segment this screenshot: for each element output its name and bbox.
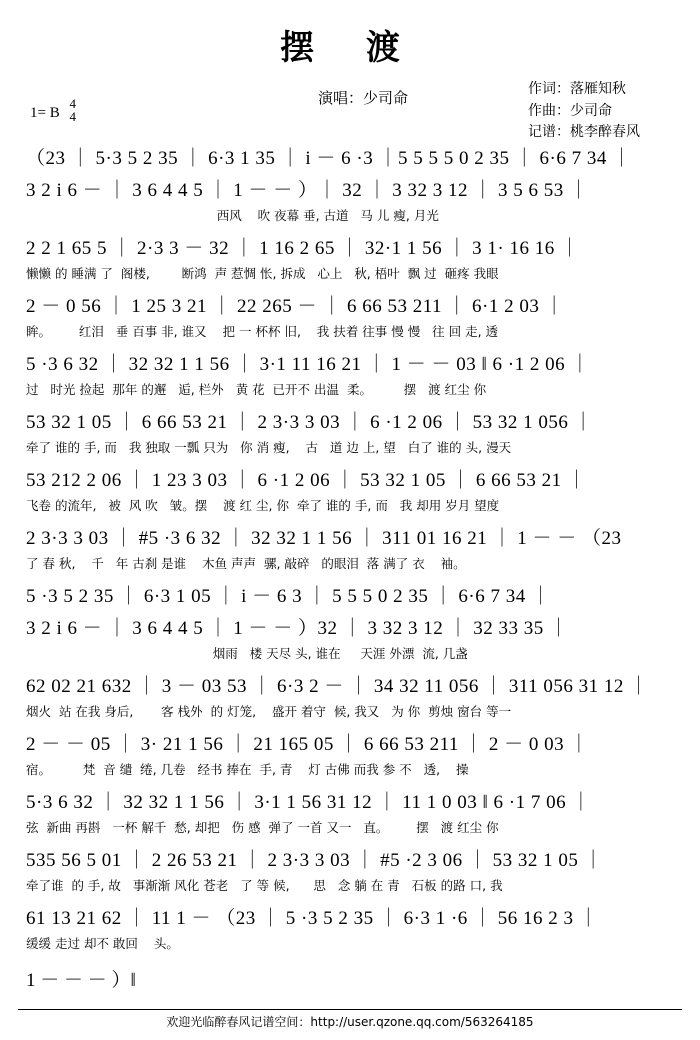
staff-line: [18, 733, 682, 789]
notation-row: 53 32 1 05 ｜ 6 66 53 21 ｜ 2 3·3 3 03 ｜ 6 ·1 2 06 ｜ 53 32 1 056 ｜: [26, 412, 594, 433]
notation-row: 535 56 5 01 ｜ 2 26 53 21 ｜ 2 3·3 3 03 ｜ #5 ·2 3 06 ｜ 53 32 1 05 ｜: [26, 850, 604, 871]
staff-line: [18, 179, 682, 235]
lyric-row: 飞卷 的流年, 被 风 吹 皱。摆 渡 红 尘, 你 牵了 谁的 手, 而 我 却用 岁月 望度: [26, 497, 500, 513]
page-title: 摆 渡: [280, 28, 420, 68]
staff-line: [18, 907, 682, 963]
score-header: [18, 71, 682, 145]
notation-row: 5·3 6 32 ｜ 32 32 1 1 56 ｜ 3·1 1 56 31 12 ｜ 11 1 0 03 ‖ 6 ·1 7 06 ｜: [26, 792, 591, 813]
time-signature-numerator: 4: [69, 96, 76, 111]
lyric-row: 懒懒 的 睡满 了 阁楼, 断鸿 声 惹惆 怅, 拆成 心上 秋, 梧叶 飘 过 砸疼 我眼: [26, 265, 499, 281]
staff-line: [18, 295, 682, 351]
footer-note: 欢迎光临醉春风记谱空间：http://user.qzone.qq.com/563264185: [166, 1015, 534, 1029]
key-signature: [30, 97, 76, 123]
staff-line: [18, 849, 682, 905]
notation-row: 3 2 i 6 － ｜ 3 6 4 4 5 ｜ 1 － － ）｜ 32 ｜ 3 32 3 12 ｜ 3 5 6 53 ｜: [26, 180, 589, 201]
notation-row: 62 02 21 632 ｜ 3 － 03 53 ｜ 6·3 2 － ｜ 34 32 11 056 ｜ 311 056 31 12 ｜: [26, 676, 649, 697]
notation-row: 2 3·3 3 03 ｜ #5 ·3 6 32 ｜ 32 32 1 1 56 ｜ 311 01 16 21 ｜ 1 － － （23: [26, 528, 622, 549]
staff-line: [18, 527, 682, 583]
staff-line: [18, 585, 682, 615]
lyric-row: 西风 吹 夜幕 垂, 古道 马 儿 瘦, 月光: [26, 207, 439, 223]
lyric-row: 弦 新曲 再斟 一杯 解千 愁, 却把 伤 感 弹了 一首 又一 直。 摆 渡 红尘 你: [26, 819, 499, 835]
staff-line: [18, 411, 682, 467]
notation-row: 5 ·3 6 32 ｜ 32 32 1 1 56 ｜ 3·1 11 16 21 ｜ 1 － － 03 ‖ 6 ·1 2 06 ｜: [26, 354, 590, 375]
credit-transcriber: 记谱：桃李醉春风: [528, 125, 640, 141]
ending-notation: 1 － － － ）‖: [26, 970, 136, 991]
notation-row: 2 － － 05 ｜ 3· 21 1 56 ｜ 21 165 05 ｜ 6 66 53 211 ｜ 2 － 0 03 ｜: [26, 734, 589, 755]
staff-line: [18, 617, 682, 673]
staff-line: [18, 675, 682, 731]
time-signature: [69, 97, 76, 123]
staff-line: [18, 791, 682, 847]
notation-row: （23 ｜ 5·3 5 2 35 ｜ 6·3 1 35 ｜ i － 6 ·3 ｜5 5 5 5 0 2 35 ｜ 6·6 7 34 ｜: [26, 148, 632, 169]
notation-row: 61 13 21 62 ｜ 11 1 － （23 ｜ 5 ·3 5 2 35 ｜ 6·3 1 ·6 ｜ 56 16 2 3 ｜: [26, 908, 599, 929]
lyric-row: 牵了谁 的 手, 故 事渐渐 风化 苍老 了 等 候, 思 念 躺 在 青 石板 的路 口, 我: [26, 877, 503, 893]
key-signature-label: 1= B: [30, 105, 60, 121]
lyric-row: 眸。 红泪 垂 百事 非, 谁又 把 一 杯杯 旧, 我 扶着 往事 慢 慢 往 回 走, 透: [26, 323, 499, 339]
lyric-row: 宿。 梵 音 缱 绻, 几卷 经书 捧在 手, 青 灯 古佛 而我 参 不 透, 操: [26, 761, 469, 777]
credit-lyricist: 作词：落雁知秋: [528, 82, 626, 97]
lyric-row: 烟火 站 在我 身后, 客 栈外 的 灯笼, 盛开 着守 候, 我又 为 你 剪烛 窗台 等一: [26, 703, 512, 719]
lyric-row: 缓缓 走过 却不 敢回 头。: [26, 935, 179, 951]
lyric-row: 了 春 秋, 千 年 古刹 是谁 木鱼 声声 骡, 敲碎 的眼泪 落 满了 衣 袖。: [26, 555, 466, 571]
singer-credit: 演唱：少司命: [318, 91, 409, 107]
notation-row: 2 － 0 56 ｜ 1 25 3 21 ｜ 22 265 － ｜ 6 66 53 211 ｜ 6·1 2 03 ｜: [26, 296, 565, 317]
lyric-row: 过 时光 捡起 那年 的邂 逅, 栏外 黄 花 已开不 出温 柔。 摆 渡 红尘 你: [26, 381, 487, 397]
staff-line: [18, 469, 682, 525]
lyric-row: 烟雨 楼 天尽 头, 谁在 天涯 外漂 流, 几盏: [26, 645, 468, 661]
time-signature-denominator: 4: [69, 109, 76, 124]
staff-line: [18, 147, 682, 177]
staff-line: [18, 353, 682, 409]
credit-composer: 作曲：少司命: [528, 103, 612, 119]
music-body: [18, 147, 682, 992]
notation-row: 53 212 2 06 ｜ 1 23 3 03 ｜ 6 ·1 2 06 ｜ 53 32 1 05 ｜ 6 66 53 21 ｜: [26, 470, 587, 491]
notation-row: 5 ·3 5 2 35 ｜ 6·3 1 05 ｜ i － 6 3 ｜ 5 5 5 0 2 35 ｜ 6·6 7 34 ｜: [26, 586, 551, 607]
footer-divider: [18, 1009, 682, 1010]
notation-row: 2 2 1 65 5 ｜ 2·3 3 － 32 ｜ 1 16 2 65 ｜ 32·1 1 56 ｜ 3 1· 16 16 ｜: [26, 238, 580, 259]
notation-row: 3 2 i 6 － ｜ 3 6 4 4 5 ｜ 1 － － ）32 ｜ 3 32 3 12 ｜ 32 33 35 ｜: [26, 618, 569, 639]
credits-block: [528, 79, 640, 144]
lyric-row: 牵了 谁的 手, 而 我 独取 一瓢 只为 你 消 瘦, 古 道 边 上, 望 白了 谁的 头, 漫天: [26, 439, 512, 455]
staff-line: [18, 237, 682, 293]
